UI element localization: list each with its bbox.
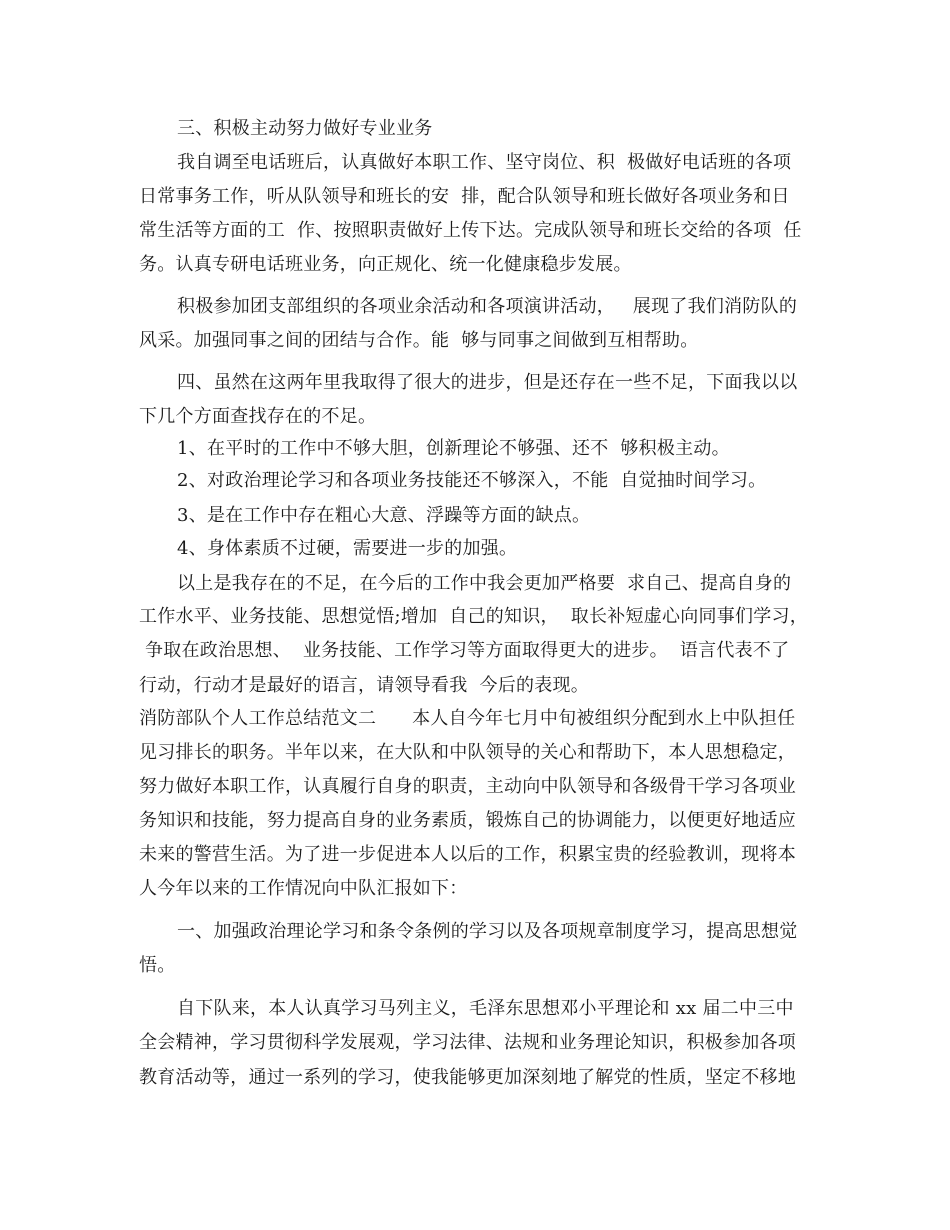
paragraph-line: 务。认真专研电话班业务，向正规化、统一化健康稳步发展。	[139, 254, 632, 275]
paragraph-line: 下几个方面查找存在的不足。	[139, 406, 377, 427]
paragraph-line: 积极参加团支部组织的各项业余活动和各项演讲活动， 展现了我们消防队的	[177, 296, 798, 317]
heading-section-1: 一、加强政治理论学习和条令条例的学习以及各项规章制度学习，提高思想觉	[177, 921, 798, 942]
paragraph-line: 务知识和技能，努力提高自身的业务素质，锻炼自己的协调能力，以便更好地适应	[139, 810, 796, 831]
paragraph-line: 悟。	[139, 955, 176, 976]
heading-section-3: 三、积极主动努力做好专业业务	[177, 118, 433, 139]
paragraph-line: 我自调至电话班后，认真做好本职工作、坚守岗位、积 极做好电话班的各项	[177, 152, 792, 173]
paragraph-line: 教育活动等，通过一系列的学习，使我能够更加深刻地了解党的性质，坚定不移地	[139, 1067, 796, 1088]
paragraph-line: 日常事务工作，听从队领导和班长的安 排，配合队领导和班长做好各项业务和日	[139, 186, 790, 207]
paragraph-line: 争取在政治思想、 业务技能、工作学习等方面取得更大的进步。 语言代表不了	[139, 640, 790, 661]
paragraph-line: 见习排长的职务。半年以来，在大队和中队领导的关心和帮助下，本人思想稳定，	[139, 742, 796, 763]
list-item: 1、在平时的工作中不够大胆，创新理论不够强、还不 够积极主动。	[177, 438, 730, 459]
paragraph-line: 常生活等方面的工 作、按照职责做好上传下达。完成队领导和班长交给的各项 任	[139, 220, 802, 241]
list-item: 3、是在工作中存在粗心大意、浮躁等方面的缺点。	[177, 505, 591, 526]
paragraph-line: 以上是我存在的不足，在今后的工作中我会更加严格要 求自己、提高自身的	[177, 573, 792, 594]
paragraph-line: 自下队来，本人认真学习马列主义，毛泽东思想邓小平理论和 xx 届二中三中	[177, 998, 794, 1019]
paragraph-line: 工作水平、业务技能、思想觉悟;增加 自己的知识， 取长补短虚心向同事们学习，	[139, 606, 808, 627]
paragraph-line: 全会精神，学习贯彻科学发展观，学习法律、法规和业务理论知识，积极参加各项	[139, 1032, 796, 1053]
paragraph-line: 行动，行动才是最好的语言，请领导看我 今后的表现。	[139, 675, 589, 696]
paragraph-line: 人今年以来的工作情况向中队汇报如下：	[139, 878, 468, 899]
list-item: 2、对政治理论学习和各项业务技能还不够深入，不能 自觉抽时间学习。	[177, 470, 767, 491]
paragraph-line: 风采。加强同事之间的团结与合作。能 够与同事之间做到互相帮助。	[139, 330, 699, 351]
paragraph-line: 未来的警营生活。为了进一步促进本人以后的工作，积累宝贵的经验教训，现将本	[139, 844, 796, 865]
article-title-line: 消防部队个人工作总结范文二 本人自今年七月中旬被组织分配到水上中队担任	[139, 708, 796, 729]
heading-section-4: 四、虽然在这两年里我取得了很大的进步，但是还存在一些不足，下面我以以	[177, 372, 798, 393]
list-item: 4、身体素质不过硬，需要进一步的加强。	[177, 538, 518, 559]
paragraph-line: 努力做好本职工作，认真履行自身的职责，主动向中队领导和各级骨干学习各项业	[139, 776, 796, 797]
